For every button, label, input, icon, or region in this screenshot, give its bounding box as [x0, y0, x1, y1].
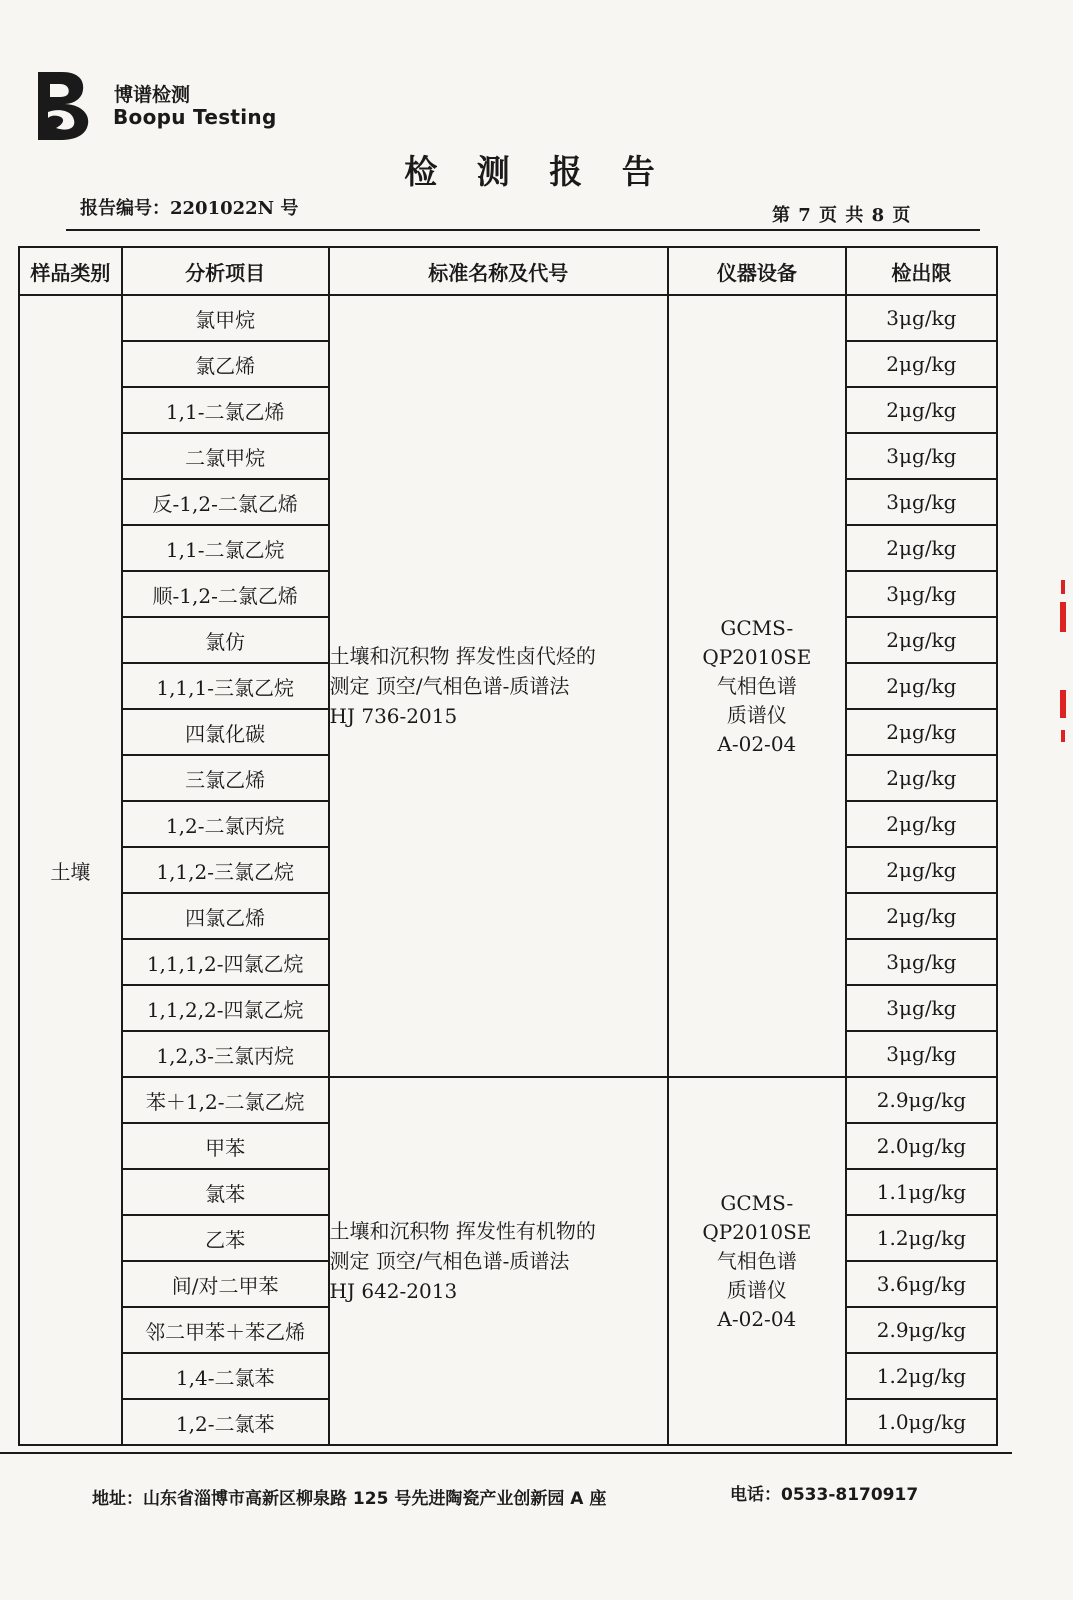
header-divider — [66, 229, 980, 231]
page-number: 第 7 页 共 8 页 — [772, 205, 912, 226]
detection-limit: 3μg/kg — [846, 939, 997, 985]
red-seal-fragment — [1058, 580, 1068, 750]
standard-line: 测定 顶空/气相色谱-质谱法 — [329, 1249, 570, 1273]
detection-limit: 1.2μg/kg — [846, 1215, 997, 1261]
analysis-item: 1,2-二氯丙烷 — [122, 801, 329, 847]
table-body — [19, 295, 997, 1445]
detection-limit: 2μg/kg — [846, 847, 997, 893]
boopu-logo-icon — [34, 66, 96, 142]
analysis-item: 氯仿 — [122, 617, 329, 663]
instrument — [668, 295, 846, 1077]
detection-limit: 2.0μg/kg — [846, 1123, 997, 1169]
footer-divider — [0, 1452, 1012, 1454]
instrument-line: GCMS- — [720, 615, 794, 640]
analysis-item: 四氯乙烯 — [122, 893, 329, 939]
analysis-item: 三氯乙烯 — [122, 755, 329, 801]
detection-limit: 2μg/kg — [846, 663, 997, 709]
table-row — [19, 1077, 997, 1123]
analysis-item: 1,1,1,2-四氯乙烷 — [122, 939, 329, 985]
detection-limit: 2μg/kg — [846, 387, 997, 433]
detection-limit: 3μg/kg — [846, 571, 997, 617]
detection-limit: 3μg/kg — [846, 479, 997, 525]
instrument-line: 质谱仪 — [726, 1277, 787, 1302]
detection-limit: 2μg/kg — [846, 525, 997, 571]
analysis-item: 1,1-二氯乙烷 — [122, 525, 329, 571]
analysis-item: 1,1,1-三氯乙烷 — [122, 663, 329, 709]
instrument-line: QP2010SE — [702, 644, 812, 669]
detection-limit: 3μg/kg — [846, 985, 997, 1031]
detection-limit: 3μg/kg — [846, 433, 997, 479]
table-header-row — [19, 247, 997, 295]
footer-phone: 电话：0533-8170917 — [730, 1485, 919, 1505]
instrument-line: QP2010SE — [702, 1219, 812, 1244]
table-row — [19, 295, 997, 341]
detection-limit: 3.6μg/kg — [846, 1261, 997, 1307]
analysis-item: 反-1,2-二氯乙烯 — [122, 479, 329, 525]
report-number: 报告编号：2201022N 号 — [80, 198, 299, 219]
analysis-item: 顺-1,2-二氯乙烯 — [122, 571, 329, 617]
instrument-line: 质谱仪 — [726, 702, 787, 727]
detection-limit: 3μg/kg — [846, 295, 997, 341]
instrument-line: A-02-04 — [717, 1306, 797, 1331]
detection-limit: 2.9μg/kg — [846, 1307, 997, 1353]
analysis-item: 氯甲烷 — [122, 295, 329, 341]
standard-code: HJ 642-2013 — [329, 1279, 458, 1303]
standard-line: 土壤和沉积物 挥发性卤代烃的 — [329, 644, 596, 668]
detection-limit: 2μg/kg — [846, 617, 997, 663]
detection-limit: 2μg/kg — [846, 755, 997, 801]
results-table — [18, 246, 998, 1446]
analysis-item: 1,2,3-三氯丙烷 — [122, 1031, 329, 1077]
detection-limit: 2μg/kg — [846, 341, 997, 387]
detection-limit: 2μg/kg — [846, 709, 997, 755]
analysis-item: 氯乙烯 — [122, 341, 329, 387]
header-category: 样品类别 — [19, 247, 122, 295]
header-standard: 标准名称及代号 — [329, 247, 668, 295]
analysis-item: 1,2-二氯苯 — [122, 1399, 329, 1445]
instrument-line: 气相色谱 — [716, 673, 797, 698]
instrument — [668, 1077, 846, 1445]
page-title: 检 测 报 告 — [404, 152, 669, 191]
header-instrument: 仪器设备 — [668, 247, 846, 295]
analysis-item: 乙苯 — [122, 1215, 329, 1261]
detection-limit: 2μg/kg — [846, 893, 997, 939]
analysis-item: 1,1,2,2-四氯乙烷 — [122, 985, 329, 1031]
analysis-item: 苯＋1,2-二氯乙烷 — [122, 1077, 329, 1123]
detection-limit: 1.1μg/kg — [846, 1169, 997, 1215]
header-limit: 检出限 — [846, 247, 997, 295]
analysis-item: 四氯化碳 — [122, 709, 329, 755]
standard-name — [329, 295, 668, 1077]
analysis-item: 邻二甲苯＋苯乙烯 — [122, 1307, 329, 1353]
standard-name — [329, 1077, 668, 1445]
detection-limit: 2μg/kg — [846, 801, 997, 847]
sample-category: 土壤 — [19, 295, 122, 1445]
detection-limit: 3μg/kg — [846, 1031, 997, 1077]
standard-line: 测定 顶空/气相色谱-质谱法 — [329, 674, 570, 698]
instrument-line: GCMS- — [720, 1190, 794, 1215]
footer-address: 地址：山东省淄博市高新区柳泉路 125 号先进陶瓷产业创新园 A 座 — [92, 1489, 607, 1509]
detection-limit: 1.2μg/kg — [846, 1353, 997, 1399]
analysis-item: 二氯甲烷 — [122, 433, 329, 479]
standard-line: 土壤和沉积物 挥发性有机物的 — [329, 1219, 596, 1243]
analysis-item: 间/对二甲苯 — [122, 1261, 329, 1307]
detection-limit: 1.0μg/kg — [846, 1399, 997, 1445]
company-name-cn: 博谱检测 — [114, 84, 191, 106]
instrument-line: 气相色谱 — [716, 1248, 797, 1273]
detection-limit: 2.9μg/kg — [846, 1077, 997, 1123]
analysis-item: 氯苯 — [122, 1169, 329, 1215]
instrument-line: A-02-04 — [717, 731, 797, 756]
analysis-item: 1,1,2-三氯乙烷 — [122, 847, 329, 893]
analysis-item: 甲苯 — [122, 1123, 329, 1169]
analysis-item: 1,4-二氯苯 — [122, 1353, 329, 1399]
analysis-item: 1,1-二氯乙烯 — [122, 387, 329, 433]
company-name-en: Boopu Testing — [113, 105, 277, 129]
standard-code: HJ 736-2015 — [329, 704, 458, 728]
header-item: 分析项目 — [122, 247, 329, 295]
